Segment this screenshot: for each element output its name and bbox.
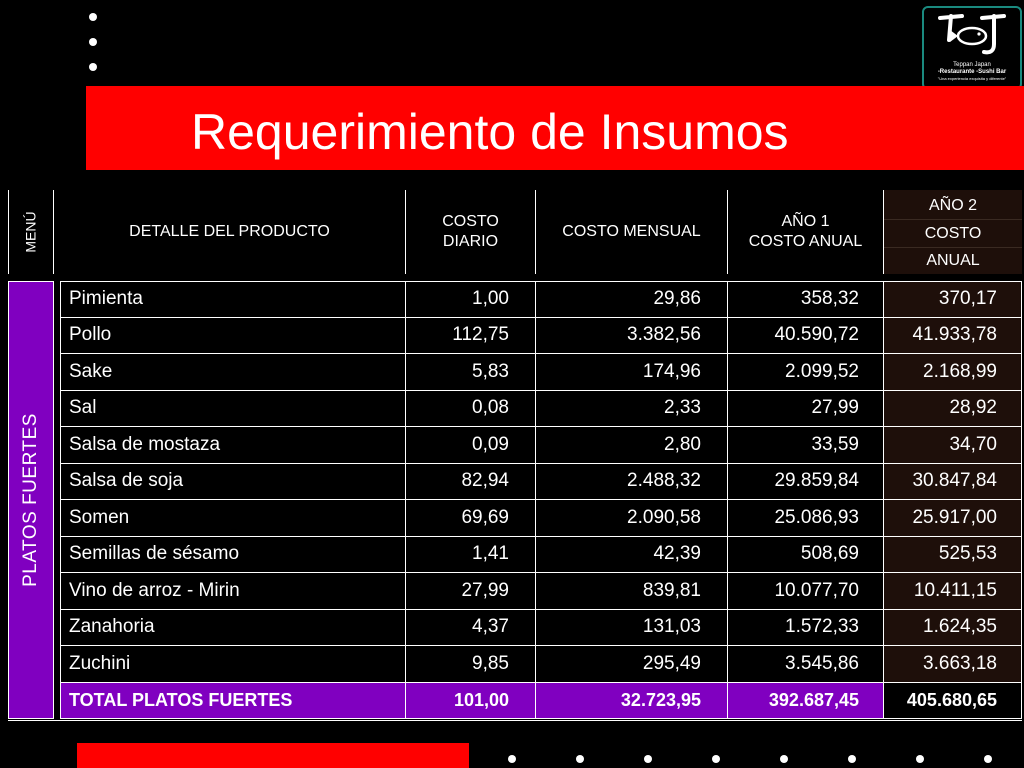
cell-product: Zuchini [60,646,406,682]
cell-costo-mensual: 131,03 [536,610,728,646]
cell-ano1: 40.590,72 [728,318,884,354]
table-row [60,500,1022,537]
cell-costo-diario: 0,09 [406,427,536,463]
header-ano1-line2: COSTO ANUAL [748,233,863,250]
cell-ano1: 508,69 [728,537,884,573]
cell-costo-mensual: 3.382,56 [536,318,728,354]
cell-product: Somen [60,500,406,536]
decor-dot [780,755,788,763]
decor-dot [89,63,97,71]
cell-costo-diario: 5,83 [406,354,536,390]
decor-dot [576,755,584,763]
cell-costo-diario: 27,99 [406,573,536,609]
cell-costo-mensual: 839,81 [536,573,728,609]
cell-ano2: 34,70 [884,427,1022,463]
decor-dot [712,755,720,763]
cell-product: Salsa de soja [60,464,406,500]
cell-product: Vino de arroz - Mirin [60,573,406,609]
cell-costo-mensual: 2,80 [536,427,728,463]
cell-ano1: 358,32 [728,282,884,317]
costs-table [8,281,1022,721]
header-costo-mensual: COSTO MENSUAL [536,190,728,274]
header-ano1-line1: AÑO 1 [781,213,830,230]
restaurant-logo [922,6,1022,90]
table-header [8,190,1022,274]
cell-costo-diario: 0,08 [406,391,536,427]
table-row [60,610,1022,647]
cell-product: Zanahoria [60,610,406,646]
cell-costo-diario: 4,37 [406,610,536,646]
table-row [60,354,1022,391]
total-ano2: 405.680,65 [884,683,1022,719]
cell-ano2: 1.624,35 [884,610,1022,646]
cell-ano2: 41.933,78 [884,318,1022,354]
cell-product: Sake [60,354,406,390]
cell-product: Semillas de sésamo [60,537,406,573]
header-ano2-line1: AÑO 2 [884,192,1022,220]
header-ano1 [728,190,884,274]
table-row [60,391,1022,428]
decor-dot [916,755,924,763]
decor-dot [984,755,992,763]
cell-ano1: 29.859,84 [728,464,884,500]
total-ano1: 392.687,45 [728,683,884,719]
header-costo-diario [406,190,536,274]
cell-costo-diario: 1,00 [406,282,536,317]
header-menu [8,190,54,274]
cell-ano2: 370,17 [884,282,1022,317]
table-row [60,281,1022,318]
total-label: TOTAL PLATOS FUERTES [60,683,406,719]
cell-product: Sal [60,391,406,427]
cell-costo-mensual: 2,33 [536,391,728,427]
group-label: PLATOS FUERTES [20,413,42,587]
table-row [60,537,1022,574]
page-title: Requerimiento de Insumos [191,104,789,160]
logo-slogan: "Una experiencia exquisita y diferente" [937,76,1007,81]
decor-dot [848,755,856,763]
fish-logo-icon [932,10,1012,62]
logo-tagline: -Restaurante -Sushi Bar [937,69,1007,75]
decor-dot [644,755,652,763]
total-row [60,683,1022,720]
cell-ano2: 10.411,15 [884,573,1022,609]
cell-ano1: 2.099,52 [728,354,884,390]
header-ano2-line2: COSTO [884,220,1022,248]
header-menu-label: MENÚ [22,211,39,253]
cell-product: Pollo [60,318,406,354]
cell-costo-mensual: 2.488,32 [536,464,728,500]
cell-ano1: 25.086,93 [728,500,884,536]
cell-costo-diario: 112,75 [406,318,536,354]
cell-ano2: 25.917,00 [884,500,1022,536]
cell-ano2: 3.663,18 [884,646,1022,682]
cell-product: Salsa de mostaza [60,427,406,463]
cell-ano1: 33,59 [728,427,884,463]
cell-costo-mensual: 29,86 [536,282,728,317]
cell-costo-diario: 9,85 [406,646,536,682]
cell-ano2: 2.168,99 [884,354,1022,390]
total-costo-mensual: 32.723,95 [536,683,728,719]
cell-costo-mensual: 295,49 [536,646,728,682]
decor-dot [89,38,97,46]
header-detail: DETALLE DEL PRODUCTO [54,190,406,274]
header-costo-diario-line2: DIARIO [442,233,499,250]
decor-dot [508,755,516,763]
footer-accent-bar [77,743,469,768]
cell-ano2: 30.847,84 [884,464,1022,500]
total-costo-diario: 101,00 [406,683,536,719]
title-banner [86,86,1024,170]
header-costo-diario-line1: COSTO [442,213,499,230]
cell-costo-mensual: 174,96 [536,354,728,390]
cell-costo-diario: 69,69 [406,500,536,536]
cell-ano2: 525,53 [884,537,1022,573]
table-row [60,318,1022,355]
cell-costo-mensual: 42,39 [536,537,728,573]
cell-costo-diario: 82,94 [406,464,536,500]
group-platos-fuertes [8,281,54,719]
cell-costo-diario: 1,41 [406,537,536,573]
table-row [60,646,1022,683]
header-ano2-line3: ANUAL [926,251,980,269]
cell-ano1: 10.077,70 [728,573,884,609]
cell-ano2: 28,92 [884,391,1022,427]
cell-ano1: 3.545,86 [728,646,884,682]
logo-brand-name: Teppan Japan [953,62,991,68]
cell-costo-mensual: 2.090,58 [536,500,728,536]
table-row [60,427,1022,464]
cell-ano1: 1.572,33 [728,610,884,646]
cell-product: Pimienta [60,282,406,317]
header-ano2 [884,190,1022,274]
table-row [60,464,1022,501]
decor-dot [89,13,97,21]
table-row [60,573,1022,610]
cell-ano1: 27,99 [728,391,884,427]
